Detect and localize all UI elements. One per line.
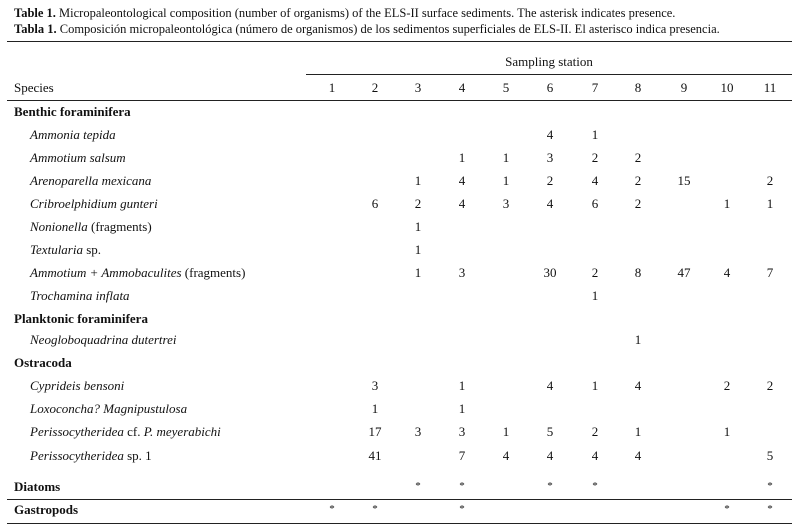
- table-cell: 1: [414, 265, 422, 280]
- species-name-part: Nonionella: [30, 219, 88, 234]
- table-cell: 4: [546, 448, 554, 463]
- species-name: [30, 332, 177, 348]
- table-cell: 1: [723, 196, 731, 211]
- table-row: [0, 288, 799, 306]
- table-cell: 3: [458, 424, 466, 439]
- table-cell: 1: [591, 378, 599, 393]
- caption-spanish: [14, 22, 720, 37]
- table-row: [0, 150, 799, 168]
- station-column-header: 7: [591, 80, 599, 95]
- species-name-part: Perissocytheridea: [30, 448, 124, 463]
- table-cell: 1: [723, 424, 731, 439]
- table-row: [0, 378, 799, 396]
- table-row: [0, 196, 799, 214]
- species-name-part: Textularia: [30, 242, 83, 257]
- table-row: [0, 448, 799, 466]
- table-cell: 1: [458, 401, 466, 416]
- station-column-header: 6: [546, 80, 554, 95]
- species-name-part: Ammotium + Ammobaculites: [30, 265, 182, 280]
- table-cell: 6: [371, 196, 379, 211]
- table-cell: 4: [591, 448, 599, 463]
- table-cell: 2: [591, 424, 599, 439]
- species-name-part: Neogloboquadrina dutertrei: [30, 332, 177, 347]
- table-cell: 1: [502, 173, 510, 188]
- table-row: [0, 242, 799, 260]
- table-cell: *: [372, 503, 378, 515]
- table-cell: 41: [368, 448, 382, 463]
- table-cell: 4: [723, 265, 731, 280]
- table-cell: 17: [368, 424, 382, 439]
- species-name-part: Loxoconcha? Magnipustulosa: [30, 401, 188, 416]
- group-row: [0, 311, 799, 329]
- table-cell: *: [767, 503, 773, 515]
- table-cell: 5: [546, 424, 554, 439]
- species-name-part: sp. 1: [123, 448, 152, 463]
- table-cell: 3: [502, 196, 510, 211]
- table-cell: 5: [766, 448, 774, 463]
- table-cell: 3: [371, 378, 379, 393]
- caption-english-text: Micropaleontological composition (number of organisms) of the ELS-II surface sediments. The asterisk indicates presence.: [55, 6, 676, 20]
- table-cell: 1: [634, 332, 642, 347]
- table-cell: 1: [502, 150, 510, 165]
- species-name-part: Ammonia tepida: [30, 127, 116, 142]
- table-row: [0, 127, 799, 145]
- table-cell: *: [767, 480, 773, 492]
- table-cell: 4: [634, 448, 642, 463]
- table-cell: 4: [546, 127, 554, 142]
- table-cell: 3: [546, 150, 554, 165]
- table-cell: 4: [458, 173, 466, 188]
- table-cell: 1: [591, 127, 599, 142]
- table-cell: 2: [414, 196, 422, 211]
- species-name: [30, 288, 130, 304]
- table-cell: 1: [591, 288, 599, 303]
- species-name-part: (fragments): [87, 219, 152, 234]
- caption-spanish-text: Composición micropaleontológica (número de organismos) de los sedimentos superficiales de ELS-II. El asterisco indica presencia.: [56, 22, 720, 36]
- species-name: [30, 219, 152, 235]
- table-row: [0, 265, 799, 283]
- species-name-part: Trochamina inflata: [30, 288, 130, 303]
- table-cell: 1: [458, 150, 466, 165]
- species-name-part: Ammotium salsum: [30, 150, 126, 165]
- table-cell: *: [724, 503, 730, 515]
- table-cell: *: [415, 480, 421, 492]
- station-column-header: 8: [634, 80, 642, 95]
- table-cell: *: [547, 480, 553, 492]
- table-cell: 4: [546, 378, 554, 393]
- table-row: [0, 332, 799, 350]
- table-cell: 2: [546, 173, 554, 188]
- table-row: [0, 173, 799, 191]
- species-name: [30, 150, 126, 166]
- table-cell: 1: [634, 424, 642, 439]
- table-cell: 3: [458, 265, 466, 280]
- station-column-header: 11: [763, 80, 777, 95]
- sampling-station-header: Sampling station: [505, 54, 593, 69]
- station-column-header: 1: [328, 80, 336, 95]
- table-cell: 2: [591, 265, 599, 280]
- species-name: [30, 378, 124, 394]
- species-name-part: cf.: [123, 424, 144, 439]
- species-name-part: Cyprideis bensoni: [30, 378, 125, 393]
- table-cell: 30: [543, 265, 557, 280]
- species-column-header: Species: [14, 80, 54, 95]
- table-cell: 4: [502, 448, 510, 463]
- group-name: Planktonic foraminifera: [14, 311, 148, 326]
- table-cell: 1: [502, 424, 510, 439]
- table-cell: 2: [766, 378, 774, 393]
- table-cell: 2: [634, 150, 642, 165]
- table-row: [0, 219, 799, 237]
- species-name: [30, 448, 152, 464]
- station-column-header: 4: [458, 80, 466, 95]
- table-row: [0, 401, 799, 419]
- table-cell: 47: [677, 265, 691, 280]
- group-row: [0, 502, 799, 520]
- table-cell: *: [459, 503, 465, 515]
- table-cell: 4: [591, 173, 599, 188]
- table-cell: 2: [634, 196, 642, 211]
- table-cell: 1: [414, 242, 422, 257]
- header-row: [0, 80, 799, 98]
- table-cell: 4: [458, 196, 466, 211]
- table-cell: 2: [634, 173, 642, 188]
- group-name: Benthic foraminifera: [14, 104, 131, 119]
- table-cell: 2: [723, 378, 731, 393]
- species-name: [30, 242, 101, 258]
- group-row: [0, 355, 799, 373]
- station-column-header: 5: [502, 80, 510, 95]
- table-cell: 1: [414, 219, 422, 234]
- station-column-header: 10: [720, 80, 734, 95]
- species-name: [30, 265, 245, 281]
- table-cell: *: [459, 480, 465, 492]
- sampling-station-rule: [306, 74, 792, 75]
- table-cell: 15: [677, 173, 691, 188]
- species-name-part: Perissocytheridea: [30, 424, 124, 439]
- species-name-part: (fragments): [181, 265, 246, 280]
- group-name: Diatoms: [14, 479, 61, 494]
- species-name-part: P. meyerabichi: [143, 424, 221, 439]
- station-column-header: 9: [680, 80, 688, 95]
- species-name-part: sp.: [82, 242, 102, 257]
- table-cell: 2: [766, 173, 774, 188]
- table-cell: 1: [766, 196, 774, 211]
- table-cell: 7: [766, 265, 774, 280]
- group-name: Ostracoda: [14, 355, 72, 370]
- species-name: [30, 401, 187, 417]
- species-name-part: Cribroelphidium gunteri: [30, 196, 158, 211]
- table-top-rule: [7, 41, 792, 42]
- table-cell: 4: [634, 378, 642, 393]
- table-cell: 6: [591, 196, 599, 211]
- table-cell: 1: [458, 378, 466, 393]
- species-name: [30, 173, 151, 189]
- table-cell: 7: [458, 448, 466, 463]
- caption-spanish-label: Tabla 1.: [14, 22, 57, 36]
- table-row: [0, 424, 799, 442]
- table-cell: *: [329, 503, 335, 515]
- table-cell: 2: [591, 150, 599, 165]
- species-name: [30, 127, 116, 143]
- caption-english-label: Table 1.: [14, 6, 56, 20]
- table-cell: 3: [414, 424, 422, 439]
- group-row: [0, 479, 799, 497]
- table-cell: 1: [414, 173, 422, 188]
- group-name: Gastropods: [14, 502, 79, 517]
- table-bottom-rule: [7, 523, 792, 524]
- header-bottom-rule: [7, 100, 792, 101]
- table-cell: 4: [546, 196, 554, 211]
- table-cell: *: [592, 480, 598, 492]
- station-column-header: 3: [414, 80, 422, 95]
- species-name: [30, 196, 158, 212]
- caption-english: [14, 6, 675, 21]
- group-row: [0, 104, 799, 122]
- species-name-part: Arenoparella mexicana: [30, 173, 152, 188]
- table-cell: 1: [371, 401, 379, 416]
- station-column-header: 2: [371, 80, 379, 95]
- table-cell: 8: [634, 265, 642, 280]
- species-name: [30, 424, 221, 440]
- diatoms-top-rule: [7, 499, 792, 500]
